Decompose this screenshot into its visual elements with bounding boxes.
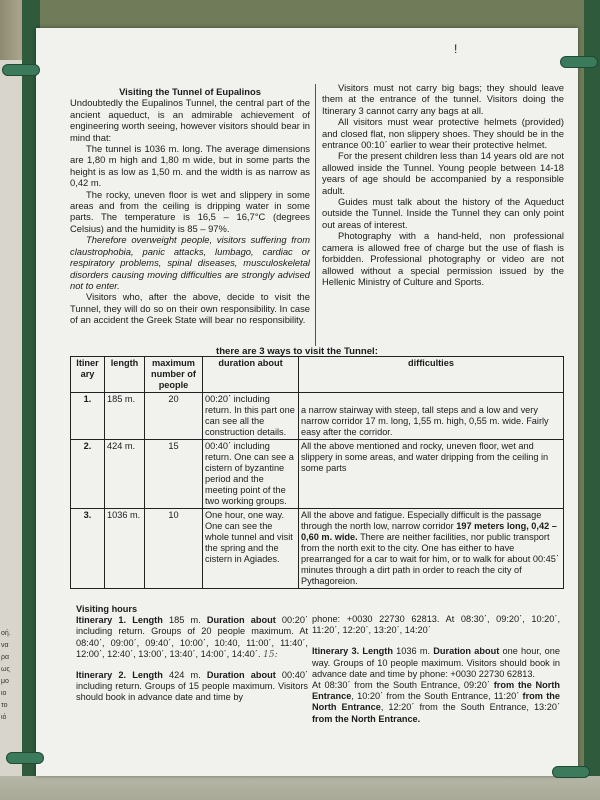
cell-max-people: 10 bbox=[145, 509, 203, 589]
table-header-row bbox=[71, 357, 564, 393]
table-row bbox=[71, 393, 564, 440]
cell-itinerary: 1. bbox=[71, 393, 105, 440]
left-paragraph-4: Therefore overweight people, visitors suffering from claustrophobia, panic attacks, lumbago, cardiac or respiratory problems, spinal diseases, musculoskeletal disorders causing moving difficulties are strongly advised not to enter. bbox=[70, 234, 310, 291]
cell-duration: 00:20΄ including return. In this part one can see all the construction details. bbox=[203, 393, 299, 440]
pin-mark: ! bbox=[454, 42, 458, 56]
wire-tie-top-right bbox=[560, 56, 598, 68]
itinerary-3-times: At 08:30΄ from the South Entrance, 09:20΄ from the North Entrance, 10:20΄ from the South Entrance, 11:20΄ from the North Entrance, 12:20΄ from the South Entrance, 13:20΄ from the North Entrance. bbox=[312, 680, 561, 724]
column-divider bbox=[315, 84, 316, 346]
itinerary-2-phone: phone: +0030 22730 62813. At 08:30΄, 09:20΄, 10:20΄, 11:20΄, 12:20΄, 13:20΄, 14:20΄ bbox=[312, 614, 560, 636]
cell-difficulties: All the above and fatigue. Especially difficult is the passage through the north low, narrow corridor 197 meters long, 0,42 – 0,60 m. wide. There are neither facilities, nor public transport from the north exit to the city. One has either to have prearranged for a car to wait for him, or to walk for about 00:45΄ minutes through a dirt path in order to reach the city of Pythagoreion. bbox=[299, 509, 564, 589]
handwritten-note: 15: bbox=[262, 648, 278, 660]
cell-duration: 00:40΄ including return. One can see a cistern of byzantine period and the meeting point of the two working groups. bbox=[203, 440, 299, 509]
adjacent-sign-text: οή. να ρα ως μο ιο το ιό bbox=[1, 630, 11, 721]
right-column bbox=[322, 82, 564, 287]
left-paragraph-2: The tunnel is 1036 m. long. The average dimensions are 1,80 m high and 1,80 m wide, but in some parts the height is as low as 1,50 m. and the width is as narrow as 0,42 m. bbox=[70, 143, 310, 189]
left-column bbox=[70, 86, 310, 326]
itinerary-table bbox=[70, 356, 564, 589]
ground bbox=[0, 776, 600, 800]
information-sign bbox=[36, 28, 578, 776]
wire-tie-top-left bbox=[2, 64, 40, 76]
cell-length: 424 m. bbox=[105, 440, 145, 509]
left-paragraph-3: The rocky, uneven floor is wet and slippery in some areas and from the ceiling is dripping water in some parts. The temperature is 16,5 – 16,7°C (degrees Celsius) and the humidity is 85 – 97%. bbox=[70, 188, 310, 234]
wire-tie-bottom-right bbox=[552, 766, 590, 778]
cell-max-people: 20 bbox=[145, 393, 203, 440]
left-paragraph-5: Visitors who, after the above, decide to visit the Tunnel, they will do so on their own responsibility. In case of an accident the Greek State will bear no responsibility. bbox=[70, 291, 310, 326]
table-row bbox=[71, 509, 564, 589]
cell-length: 185 m. bbox=[105, 393, 145, 440]
left-paragraph-1: Undoubtedly the Eupalinos Tunnel, the central part of the ancient aqueduct, is an admirable achievement of engineering worth seeing, however visitors should bear in mind that: bbox=[70, 97, 310, 143]
header-max-people: maximum number of people bbox=[145, 357, 203, 393]
right-paragraph-1: Visitors must not carry big bags; they should leave them at the entrance of the tunnel. Visitors doing the Itinerary 3 cannot carry any bags at all. bbox=[322, 82, 564, 116]
cell-duration: One hour, one way. One can see the whole tunnel and visit the spring and the cistern in Agiades. bbox=[203, 509, 299, 589]
hours-right-column bbox=[312, 614, 560, 725]
right-paragraph-2: All visitors must wear protective helmets (provided) and closed flat, non slippery shoes. They should be in the entrance 00:10΄ earlier to wear their protective helmet. bbox=[322, 116, 564, 151]
sign-heading: Visiting the Tunnel of Eupalinos bbox=[119, 86, 261, 97]
header-length: length bbox=[105, 357, 145, 393]
cell-length: 1036 m. bbox=[105, 509, 145, 589]
cell-itinerary: 2. bbox=[71, 440, 105, 509]
itinerary-3-hours: Itinerary 3. Length 1036 m. Duration about one hour, one way. Groups of 10 people maximum. Visitors should book in advance date and time by phone: +0030 22730 62813. bbox=[312, 646, 560, 679]
hours-title: Visiting hours bbox=[76, 604, 138, 614]
right-paragraph-5: Photography with a hand-held, non professional camera is allowed free of charge but the use of flash is forbidden. Professional photography or video are not allowed without a special permission issued by the Hellenic Ministry of Culture and Sports. bbox=[322, 230, 564, 287]
cell-difficulties: All the above mentioned and rocky, uneven floor, wet and slippery in some areas, and water dripping from the ceiling in some parts bbox=[299, 440, 564, 509]
cell-itinerary: 3. bbox=[71, 509, 105, 589]
wire-tie-bottom-left bbox=[6, 752, 44, 764]
header-itinerary: Itiner ary bbox=[71, 357, 105, 393]
hours-left-column bbox=[76, 604, 308, 704]
right-green-post bbox=[584, 0, 600, 800]
cell-difficulties: a narrow stairway with steep, tall steps and a low and very narrow corridor 17 m. long, 1,55 m. high, 0,55 m. wide. Fairly easy after the corridor. bbox=[299, 393, 564, 440]
header-difficulties: difficulties bbox=[299, 357, 564, 393]
header-duration: duration about bbox=[203, 357, 299, 393]
ways-title: there are 3 ways to visit the Tunnel: bbox=[216, 346, 378, 357]
itinerary-1-hours: Itinerary 1. Length 185 m. Duration about 00:20΄ including return. Groups of 20 people maximum. At 08:40΄, 09:00΄, 09:40΄, 10:00΄, 10:40, 11:00΄, 11:40΄, 12:00΄, 12:40΄, 13:00΄, 13:40΄, 14:00΄, 14:40΄. 15: bbox=[76, 615, 308, 660]
table-row bbox=[71, 440, 564, 509]
right-paragraph-4: Guides must talk about the history of the Aqueduct outside the Tunnel. Inside the Tunnel they can only point out areas of interest. bbox=[322, 196, 564, 230]
right-paragraph-3: For the present children less than 14 years old are not allowed inside the Tunnel. Young people between 14-18 years of age should be accompanied by a responsible adult. bbox=[322, 150, 564, 196]
itinerary-2-hours: Itinerary 2. Length 424 m. Duration about 00:40΄ including return. Groups of 15 people maximum. Visitors should book in advance date and time by bbox=[76, 670, 308, 703]
cell-max-people: 15 bbox=[145, 440, 203, 509]
